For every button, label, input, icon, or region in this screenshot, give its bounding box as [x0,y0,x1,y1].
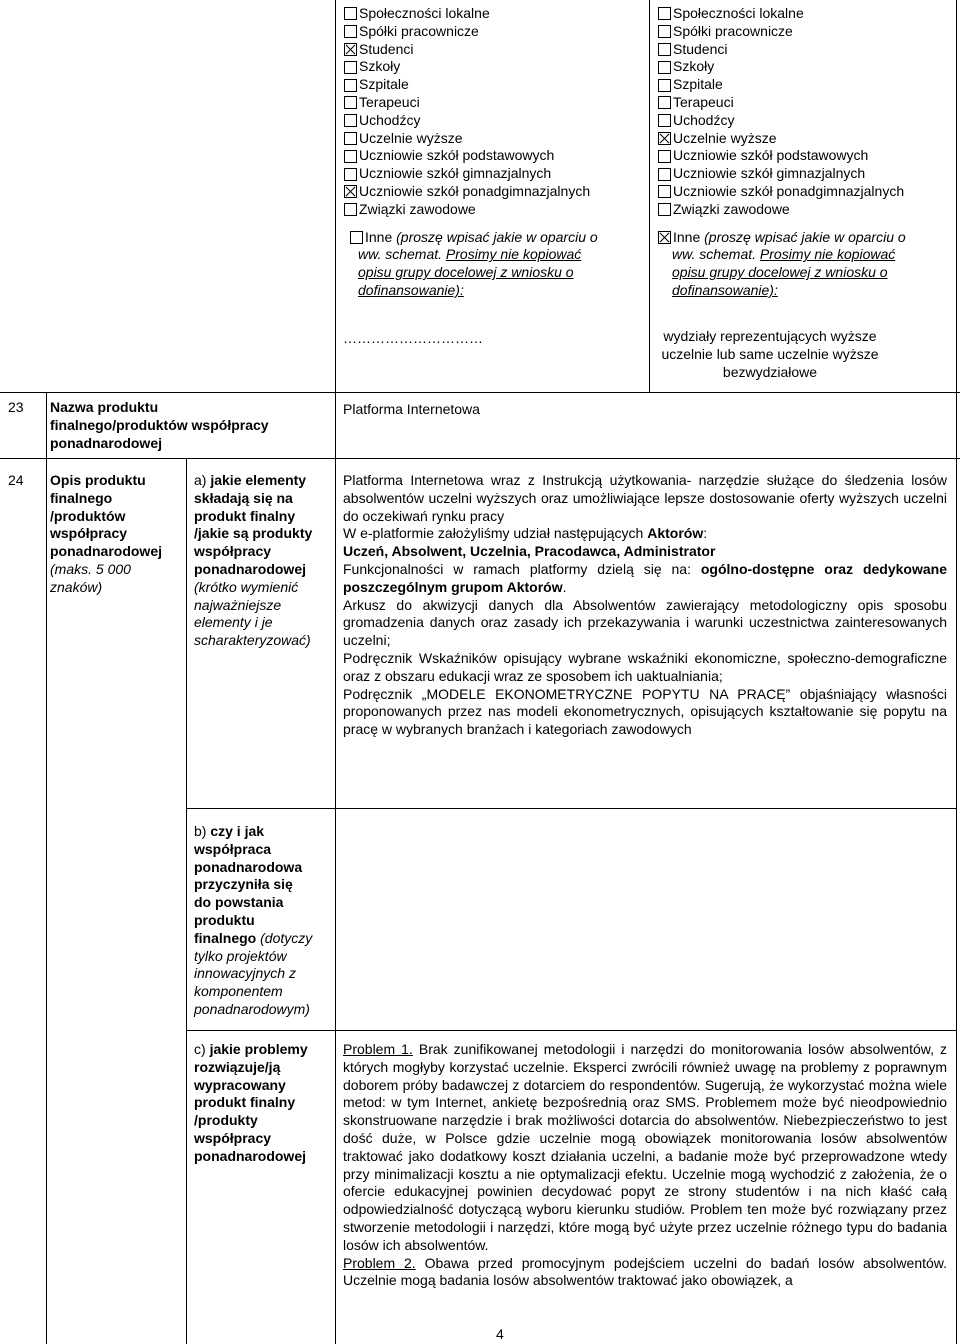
checkbox-option[interactable] [344,58,644,76]
other-hint: (proszę wpisać jakie w oparciu o [396,228,598,245]
question-line: scharakteryzować) [194,632,311,649]
answer-paragraph: Arkusz do akwizycji danych dla Absolwentów zawierający metodologiczny opis sposobu gromadzenia danych oraz zasady ich przekazywania i warunki uczestnictwa zainteresowanych uczelni; [343,596,947,649]
row-line-23-top [0,392,960,393]
checkbox-label: Związki zawodowe [359,200,476,217]
question-line: ponadnarodowej [194,1147,306,1164]
checkbox-label: Uczniowie szkół podstawowych [359,147,555,164]
answer-paragraph: Platforma Internetowa wraz z Instrukcją użytkowania- narzędzie służące do śledzenia losów absolwentów uczelni wyższych oraz umożliwiające lepsze dostosowanie oferty wyższych uczelni do oczekiwań rynku pracy [343,472,947,524]
answer-paragraph [343,561,947,597]
row-line-b-top [186,808,957,809]
checkbox[interactable] [658,7,671,20]
question-line: produkt finalny [194,1094,296,1111]
checkbox-label: Uczelnie wyższe [673,129,777,146]
other-option [350,229,644,247]
checkbox-option[interactable] [658,165,954,183]
text: : [703,525,708,542]
checkbox-list [658,5,954,219]
question-line: najważniejsze [194,596,282,613]
label-line: /produktów [50,507,126,524]
label-line: ponadnarodowej [50,543,162,560]
question-line: rozwiązuje/ją [194,1058,281,1075]
checkbox-label: Terapeuci [673,93,734,110]
checkbox-option[interactable] [344,23,644,41]
checkbox[interactable] [658,150,671,163]
checkbox-label: Szkoły [673,58,715,75]
checkbox[interactable] [658,185,671,198]
checkbox-option[interactable] [344,94,644,112]
checkbox[interactable] [658,96,671,109]
row-line-c-top [186,1030,957,1031]
question-line: finalnego [194,929,257,946]
text: . [562,578,567,595]
checkbox-option[interactable] [344,5,644,23]
other-label: Inne [365,228,393,245]
col-line-b [186,458,187,1344]
checkbox-label: Społeczności lokalne [359,5,490,21]
checkbox[interactable] [344,150,357,163]
question-line: (dotyczy [260,929,313,946]
other-option [658,229,954,247]
row-number: 24 [8,472,24,488]
row-label [50,399,269,452]
text: Obawa przed promocyjnym podejściem uczelni do badań losów absolwentów. Uczelnie mogą badania losów absolwentów traktować jako obowiązek, a [343,1254,948,1289]
answer-line: uczelnie lub same uczelnie wyższe [661,345,879,362]
answer-c[interactable] [343,1041,947,1290]
question-line: produkt finalny [194,507,296,524]
question-line: ponadnarodowym) [194,1000,310,1017]
checkbox-label: Szpitale [673,76,723,93]
checkbox-option[interactable] [658,147,954,165]
answer-paragraph [343,525,947,543]
checkbox[interactable] [344,25,357,38]
question-line: jakie elementy [210,472,307,488]
text: Aktorów [647,525,704,542]
row-number: 23 [8,399,24,415]
checkbox-option[interactable] [344,112,644,130]
checkbox-option[interactable] [658,76,954,94]
checkbox-label: Terapeuci [359,93,420,110]
other-hint: ww. schemat. [672,246,757,263]
answer-line: wydziały reprezentujących wyższe [663,328,877,344]
row-label [50,472,162,597]
target-group-col-2 [658,5,954,300]
checkbox-list [344,5,644,219]
checkbox[interactable] [658,114,671,127]
checkbox[interactable] [344,185,357,198]
text: ogólno-dostępne oraz dedykowane poszczególnym grupom Aktorów [343,560,947,595]
checkbox-option[interactable] [344,201,644,219]
checkbox-label: Szpitale [359,76,409,93]
checkbox[interactable] [344,61,357,74]
subquestion-prefix: c) [194,1041,206,1057]
checkbox-option[interactable] [344,165,644,183]
label-line: znaków) [50,578,103,595]
other-answer-col-1[interactable]: ………………………… [343,330,483,346]
label-line: finalnego [50,489,113,506]
text: Brak zunifikowanej metodologii i narzędzi do monitorowania losów absolwentów, z których mogłyby korzystać uczelnie. Eksperci zwrócili również uwagę na problemy z poprawnym doborem próby badawczej z dotarciem do respondentów. Sugerują, że wykorzystać można wiele metod: w tym Internet, ankietę bezpośrednią oraz SMS. Problemem może być nieodpowiednio skonstruowane narzędzie i brak możliwości dotarcia do absolwentów. Niebezpieczeństwo to jest dość duże, w Polsce gdzie uczelnie mogą obowiązek monitorowania losów absolwentów traktować jako dodatkowy koszt działania uczelni, a badanie może być przeprowadzone wtedy przy minimalizacji kosztu a nie optymalizacji efektu. Uczelnie mogą wychodzić z założenia, że o ofercie edukacyjnej powinien decydować popyt ze strony studentów i na nich kłaść całą odpowiedzialność dotyczącą wyboru kierunku studiów. Problem ten może być rozwiązany przez stworzenie metodologii i narzędzi, które mogą być użyte przez uczelnie różnego typu do badania losów ich absolwentów. [343,1041,948,1253]
answer-paragraph [343,1041,947,1255]
checkbox-label: Uchodźcy [359,111,421,128]
label-line: ponadnarodowej [50,434,162,451]
checkbox-label: Spółki pracownicze [359,22,479,39]
subquestion-b [194,823,312,1019]
question-line: do powstania [194,894,284,911]
subquestion-c [194,1041,308,1166]
question-line: wypracowany [194,1076,286,1093]
label-line: (maks. 5 000 [50,560,131,577]
question-line: współpraca [194,840,272,857]
other-answer-col-2[interactable] [655,328,885,381]
checkbox-label: Uczniowie szkół ponadgimnazjalnych [673,182,905,199]
checkbox-label: Związki zawodowe [673,200,790,217]
row-line-24-top [0,458,960,459]
text: Funkcjonalności w ramach platformy dzielą się na: [343,560,701,577]
problem-label: Problem 2. [343,1254,416,1271]
checkbox[interactable] [344,7,357,20]
question-line: ponadnarodowa [194,858,303,875]
question-line: przyczyniła się [194,876,293,893]
checkbox-option[interactable] [658,41,954,59]
subquestion-prefix: a) [194,472,207,488]
checkbox-label: Szkoły [359,58,401,75]
col-line-d [649,0,650,392]
checkbox[interactable] [344,203,357,216]
checkbox-label: Spółki pracownicze [673,22,793,39]
checkbox[interactable] [344,79,357,92]
other-hint: Prosimy nie kopiować [759,246,896,263]
checkbox-option[interactable] [344,130,644,148]
checkbox-option[interactable] [344,41,644,59]
question-line: współpracy [194,1129,272,1146]
checkbox[interactable] [344,132,357,145]
question-line: ponadnarodowej [194,560,306,577]
checkbox[interactable] [658,203,671,216]
col-line-c [335,0,336,1344]
question-line: (krótko wymienić [194,578,299,595]
checkbox-option[interactable] [344,183,644,201]
checkbox-label: Studenci [673,40,728,57]
label-line: finalnego/produktów współpracy [50,416,269,433]
checkbox[interactable] [658,61,671,74]
checkbox[interactable] [344,43,357,56]
col-line-a [46,392,47,1344]
checkbox-option[interactable] [658,201,954,219]
question-line: składają się na [194,489,293,506]
question-line: współpracy [194,543,272,560]
question-line: elementy i je [194,614,273,631]
checkbox-option[interactable] [658,94,954,112]
checkbox[interactable] [658,231,671,244]
label-line: Nazwa produktu [50,399,159,415]
question-line: czy i jak [210,823,265,839]
col-line-right [956,0,957,1344]
other-hint: dofinansowanie): [358,281,464,298]
label-line: Opis produktu [50,472,146,488]
other-hint: (proszę wpisać jakie w oparciu o [704,228,906,245]
question-line: jakie problemy [209,1041,308,1057]
answer-line: bezwydziałowe [722,363,818,380]
checkbox-label: Uczniowie szkół gimnazjalnych [359,165,552,182]
checkbox-option[interactable] [344,76,644,94]
text: W e-platformie założyliśmy udział następujących [343,525,648,542]
checkbox[interactable] [658,25,671,38]
question-line: /produkty [194,1112,258,1129]
answer-paragraph: Podręcznik „MODELE EKONOMETRYCZNE POPYTU NA PRACĘ” objaśniający własności proponowanych przez nas modeli ekonometrycznych, opisujących kształtowanie się popytu na pracę w wybranych branżach i kategoriach zawodowych [343,685,947,738]
question-line: produktu [194,911,255,928]
checkbox-label: Uczniowie szkół ponadgimnazjalnych [359,182,591,199]
label-line: współpracy [50,525,128,542]
question-line: tylko projektów [194,947,287,964]
checkbox-label: Studenci [359,40,414,57]
checkbox-label: Uczniowie szkół podstawowych [673,147,869,164]
answer-paragraph [343,1255,947,1291]
other-hint: opisu grupy docelowej z wniosku o [358,264,574,281]
problem-label: Problem 1. [343,1041,413,1057]
question-line: innowacyjnych z [194,965,296,982]
question-line: komponentem [194,983,283,1000]
checkbox[interactable] [658,132,671,145]
checkbox[interactable] [344,96,357,109]
other-hint: ww. schemat. [358,246,443,263]
checkbox-option[interactable] [344,147,644,165]
checkbox-option[interactable] [658,130,954,148]
checkbox-label: Uczelnie wyższe [359,129,463,146]
answer-paragraph: Uczeń, Absolwent, Uczelnia, Pracodawca, Administrator [343,543,716,560]
checkbox-label: Społeczności lokalne [673,5,804,21]
checkbox[interactable] [658,168,671,181]
page-number: 4 [493,1326,507,1344]
checkbox-option[interactable] [658,112,954,130]
other-label: Inne [673,228,701,245]
checkbox[interactable] [344,168,357,181]
answer-a[interactable] [343,472,947,739]
answer-paragraph: Podręcznik Wskaźników opisujący wybrane wskaźniki ekonomiczne, społeczno-demograficzne oraz z obszaru edukacji wraz ze sposobem ich uaktualniania; [343,649,947,684]
checkbox-option[interactable] [658,58,954,76]
subquestion-a [194,472,312,650]
checkbox[interactable] [344,114,357,127]
checkbox-option[interactable] [658,5,954,23]
target-group-col-1 [344,5,644,300]
other-hint: opisu grupy docelowej z wniosku o [672,264,888,281]
checkbox[interactable] [658,79,671,92]
checkbox-option[interactable] [658,183,954,201]
checkbox[interactable] [350,231,363,244]
subquestion-prefix: b) [194,823,207,839]
product-name-value[interactable]: Platforma Internetowa [343,401,480,417]
question-line: /jakie są produkty [194,525,313,542]
checkbox[interactable] [658,43,671,56]
other-hint: Prosimy nie kopiować [445,246,582,263]
checkbox-label: Uczniowie szkół gimnazjalnych [673,165,866,182]
checkbox-label: Uchodźcy [673,111,735,128]
checkbox-option[interactable] [658,23,954,41]
other-hint: dofinansowanie): [672,281,778,298]
